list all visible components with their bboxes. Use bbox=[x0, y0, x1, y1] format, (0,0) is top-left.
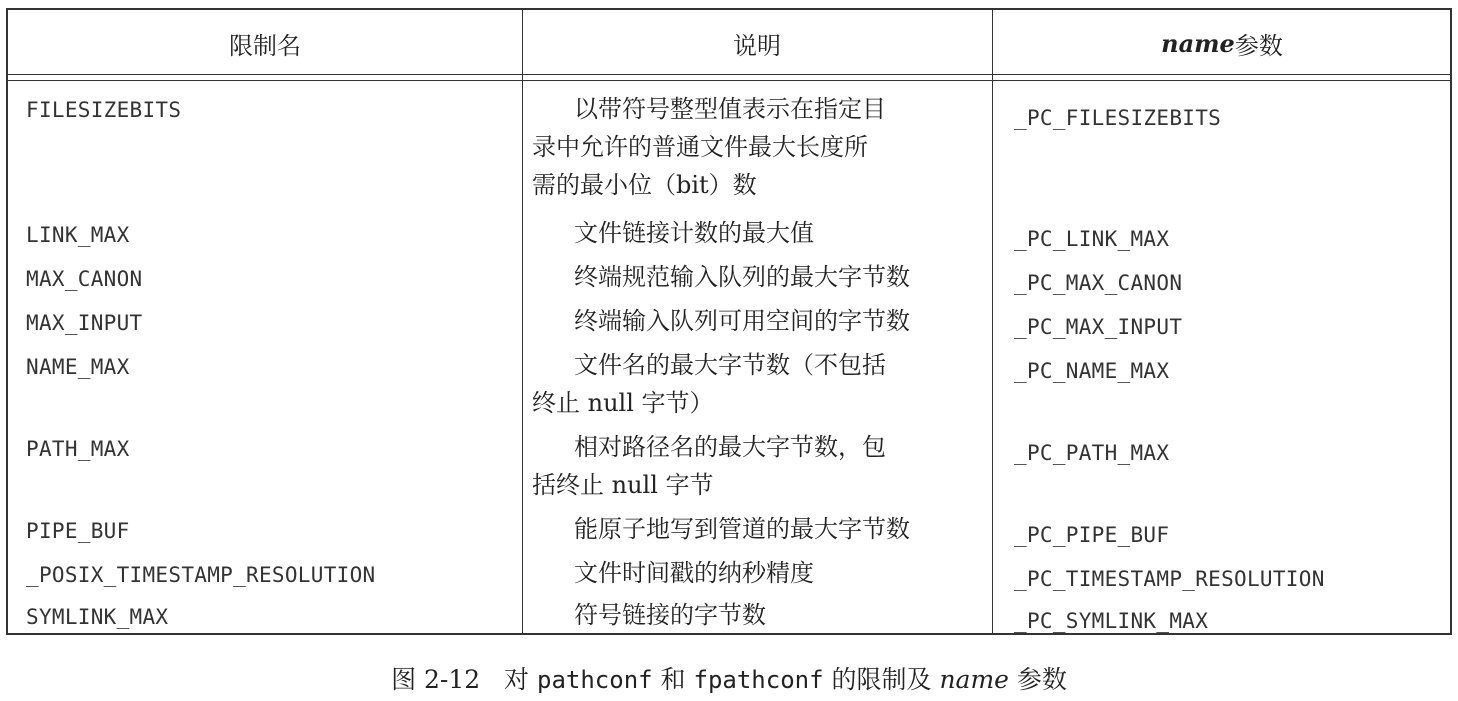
row-name-param: _PC_PIPE_BUF bbox=[1014, 523, 1170, 547]
desc-line: 需的最小位（bit）数 bbox=[532, 171, 757, 199]
desc-line: 文件名的最大字节数（不包括 bbox=[574, 351, 886, 379]
row-description bbox=[532, 554, 972, 592]
desc-line: 以带符号整型值表示在指定目 bbox=[574, 95, 886, 123]
desc-line: 文件链接计数的最大值 bbox=[574, 219, 814, 247]
row-description bbox=[532, 510, 972, 548]
row-name-param: _PC_FILESIZEBITS bbox=[1014, 106, 1222, 130]
row-description bbox=[532, 302, 972, 340]
desc-line: 文件时间戳的纳秒精度 bbox=[574, 559, 814, 587]
header-description: 说明 bbox=[733, 31, 781, 60]
header-name-param-italic: name bbox=[1161, 28, 1235, 58]
row-name-param: _PC_SYMLINK_MAX bbox=[1014, 609, 1209, 633]
row-name-param: _PC_PATH_MAX bbox=[1014, 441, 1170, 465]
row-description bbox=[532, 90, 972, 204]
caption-italic-name: name bbox=[939, 665, 1009, 694]
desc-line: 能原子地写到管道的最大字节数 bbox=[574, 515, 910, 543]
row-name-param: _PC_NAME_MAX bbox=[1014, 359, 1170, 383]
row-description bbox=[532, 214, 972, 252]
row-limit-name: PATH_MAX bbox=[26, 437, 130, 461]
figure-caption bbox=[0, 660, 1458, 696]
header-name-param-suffix: 参数 bbox=[1234, 31, 1283, 60]
row-description bbox=[532, 428, 972, 504]
row-limit-name: SYMLINK_MAX bbox=[26, 605, 169, 629]
header-limit-name: 限制名 bbox=[229, 31, 301, 60]
header-rule bbox=[8, 80, 1450, 81]
row-name-param: _PC_MAX_CANON bbox=[1014, 271, 1183, 295]
caption-text: 参数 bbox=[1008, 665, 1067, 694]
row-limit-name: NAME_MAX bbox=[26, 355, 130, 379]
row-limit-name: MAX_CANON bbox=[26, 267, 143, 291]
column-divider bbox=[992, 10, 993, 633]
caption-text: 和 bbox=[652, 665, 694, 694]
row-name-param: _PC_LINK_MAX bbox=[1014, 227, 1170, 251]
desc-line: 括终止 null 字节 bbox=[532, 471, 714, 499]
header-name-param bbox=[992, 10, 1452, 76]
caption-label: 图 2-12 bbox=[391, 665, 481, 694]
caption-text: 的限制及 bbox=[823, 665, 940, 694]
caption-code-fpathconf: fpathconf bbox=[693, 666, 824, 694]
row-limit-name: FILESIZEBITS bbox=[26, 98, 182, 122]
row-limit-name: _POSIX_TIMESTAMP_RESOLUTION bbox=[26, 563, 376, 587]
column-divider bbox=[522, 10, 523, 633]
desc-line: 终端输入队列可用空间的字节数 bbox=[574, 307, 910, 335]
limits-table bbox=[6, 8, 1452, 635]
caption-text: 对 bbox=[504, 665, 537, 694]
row-limit-name: MAX_INPUT bbox=[26, 311, 143, 335]
row-description bbox=[532, 258, 972, 296]
row-name-param: _PC_TIMESTAMP_RESOLUTION bbox=[1014, 567, 1325, 591]
desc-line: 终端规范输入队列的最大字节数 bbox=[574, 263, 910, 291]
desc-line: 录中允许的普通文件最大长度所 bbox=[532, 133, 868, 161]
desc-line: 终止 null 字节） bbox=[532, 389, 714, 417]
desc-line: 符号链接的字节数 bbox=[574, 601, 766, 629]
row-limit-name: LINK_MAX bbox=[26, 223, 130, 247]
row-description bbox=[532, 346, 972, 422]
row-limit-name: PIPE_BUF bbox=[26, 519, 130, 543]
desc-line: 相对路径名的最大字节数，包 bbox=[574, 433, 886, 461]
row-name-param: _PC_MAX_INPUT bbox=[1014, 315, 1183, 339]
caption-code-pathconf: pathconf bbox=[537, 666, 653, 694]
row-description bbox=[532, 596, 972, 634]
